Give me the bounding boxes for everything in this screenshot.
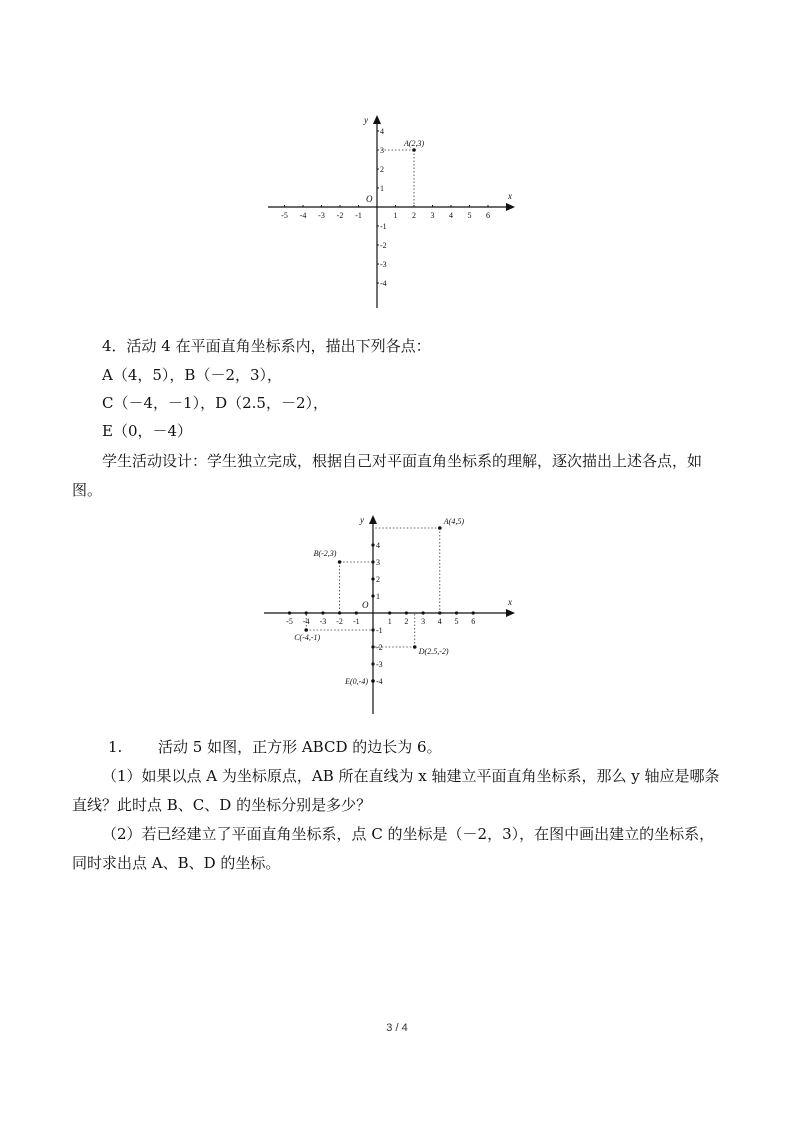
x-tick-label: -1 [352, 617, 360, 626]
point-marker [371, 679, 375, 683]
activity4-points-line3: E（0，－4） [102, 422, 193, 440]
page-number: 3 / 4 [386, 1022, 408, 1034]
x-tick-label: 5 [454, 617, 459, 626]
y-tick-label: 3 [376, 558, 380, 567]
point-marker [338, 560, 342, 564]
x-tick-mark [388, 611, 391, 614]
y-axis-label: y [364, 115, 368, 125]
x-tick-label: -4 [299, 211, 307, 220]
x-tick-mark [321, 611, 324, 614]
x-tick-label: -5 [281, 211, 288, 220]
point-label: D(2.5,-2) [418, 647, 449, 656]
activity5-question2: （2）若已经建立了平面直角坐标系，点 C 的坐标是（－2，3），在图中画出建立的坐标系，同时求出点 A、B、D 的坐标。 [72, 825, 715, 872]
x-tick-mark [355, 611, 358, 614]
y-tick-mark [371, 594, 374, 597]
y-tick-label: 3 [380, 146, 384, 155]
x-tick-label: -3 [319, 617, 327, 626]
point-marker [412, 148, 416, 152]
point-label: A(2,3) [404, 139, 425, 148]
point-marker [304, 628, 308, 632]
y-tick-label: -4 [376, 677, 383, 686]
y-tick-label: 1 [380, 184, 384, 193]
x-tick-mark [305, 611, 308, 614]
coordinate-plane-1 [262, 108, 522, 312]
activity5-question1: （1）如果以点 A 为坐标原点，AB 所在直线为 x 轴建立平面直角坐标系，那么 y 轴应是哪条直线？此时点 B、C、D 的坐标分别是多少？ [72, 767, 720, 814]
point-marker [413, 645, 417, 649]
coordinate-figure-2 [258, 508, 528, 720]
point-label: E(0,-4) [345, 677, 368, 686]
coordinate-plane-2 [258, 508, 528, 720]
x-tick-label: -4 [302, 617, 310, 626]
x-tick-label: -5 [286, 617, 293, 626]
x-tick-mark [288, 611, 291, 614]
x-tick-label: 4 [437, 617, 442, 626]
y-tick-label: 2 [380, 165, 384, 174]
activity4-points-line2: C（－4，－1），D（2.5，－2）， [102, 394, 328, 412]
x-tick-label: 6 [486, 211, 490, 220]
x-tick-label: 3 [421, 617, 426, 626]
coordinate-figure-1 [262, 108, 522, 312]
y-axis-label: y [360, 515, 364, 525]
x-tick-label: 4 [449, 211, 453, 220]
activity4-title: 4．活动 4 在平面直角坐标系内，描出下列各点： [102, 337, 431, 355]
x-tick-label: 3 [430, 211, 435, 220]
y-tick-label: 1 [376, 592, 380, 601]
y-axis-arrow-icon [373, 115, 381, 124]
y-tick-label: -1 [380, 222, 387, 231]
activity4-design: 学生活动设计：学生独立完成，根据自己对平面直角坐标系的理解，逐次描出上述各点，如图。 [72, 452, 703, 499]
x-tick-label: 2 [412, 211, 416, 220]
x-tick-label: 5 [467, 211, 472, 220]
point-label: B(-2,3) [313, 549, 337, 558]
x-tick-label: -3 [318, 211, 325, 220]
point-marker [438, 526, 442, 530]
x-tick-label: -2 [336, 211, 344, 220]
x-tick-label: 1 [393, 211, 398, 220]
activity4-points-line1: A（4，5），B（－2，3）， [102, 366, 283, 384]
y-tick-label: -3 [376, 660, 383, 669]
x-axis-label: x [508, 597, 512, 607]
point-label: C(-4,-1) [294, 633, 321, 642]
y-tick-label: 2 [376, 575, 380, 584]
x-tick-mark [472, 611, 475, 614]
x-tick-label: 6 [471, 617, 476, 626]
x-tick-label: -1 [355, 211, 362, 220]
x-tick-label: 1 [387, 617, 392, 626]
x-axis-arrow-icon [506, 203, 515, 211]
x-tick-label: -2 [336, 617, 343, 626]
y-tick-label: -2 [376, 643, 383, 652]
x-tick-mark [455, 611, 458, 614]
origin-label: O [362, 600, 369, 610]
y-tick-label: 4 [380, 127, 384, 136]
origin-label: O [366, 194, 373, 204]
x-tick-mark [405, 611, 408, 614]
x-axis-arrow-icon [506, 609, 515, 617]
y-tick-label: -4 [380, 279, 387, 288]
y-tick-label: -1 [376, 626, 383, 635]
y-tick-mark [371, 662, 374, 665]
y-tick-label: -3 [380, 260, 387, 269]
activity5-heading: 活动 5 如图，正方形 ABCD 的边长为 6。 [158, 738, 442, 756]
y-tick-label: -2 [380, 241, 387, 250]
y-tick-mark [371, 577, 374, 580]
y-tick-mark [371, 543, 374, 546]
x-tick-mark [422, 611, 425, 614]
point-label: A(4,5) [443, 517, 465, 526]
x-tick-label: 2 [404, 617, 409, 626]
y-tick-label: 4 [376, 541, 380, 550]
activity5-number: 1. [108, 738, 123, 756]
x-axis-label: x [508, 191, 512, 201]
y-axis-arrow-icon [369, 515, 377, 524]
